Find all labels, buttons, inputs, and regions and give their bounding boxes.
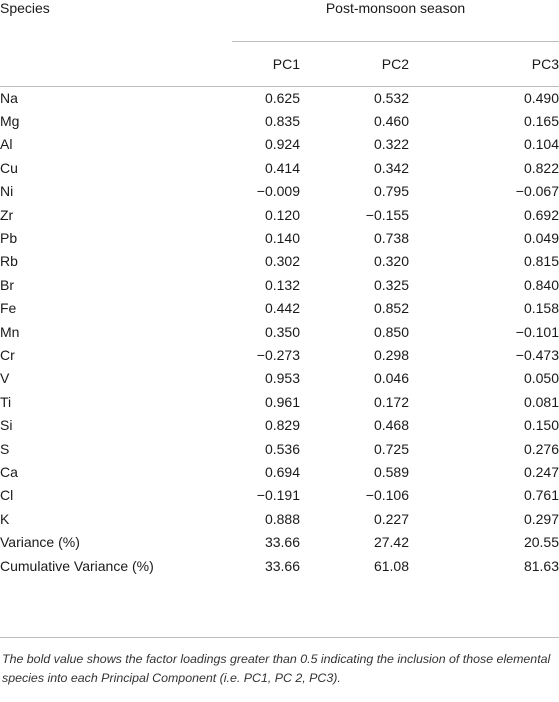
loading-value-pc1: 0.835 — [264, 113, 300, 130]
loading-value-pc2: 61.08 — [373, 557, 409, 574]
table-row — [0, 367, 559, 390]
table-row — [0, 86, 559, 109]
loading-value-pc3: 20.55 — [523, 534, 559, 551]
table-row — [0, 530, 559, 553]
loading-value-pc3: 0.692 — [523, 206, 559, 223]
loading-value-pc2: 0.532 — [373, 89, 409, 106]
loading-value-pc1: 33.66 — [264, 534, 300, 551]
column-header-pc1: PC1 — [272, 56, 300, 72]
table-row — [0, 156, 559, 179]
table-row — [0, 413, 559, 436]
loading-value-pc1: 0.694 — [264, 463, 300, 480]
loading-value-pc2: −0.106 — [365, 487, 409, 504]
table-row — [0, 180, 559, 203]
species-name: Ni — [0, 183, 14, 200]
column-header-pc2: PC2 — [381, 56, 409, 72]
loading-value-pc1: 0.953 — [264, 370, 300, 387]
loading-value-pc2: 0.320 — [373, 253, 409, 270]
loading-value-pc3: 0.297 — [523, 510, 559, 527]
loading-value-pc1: 0.625 — [264, 89, 300, 106]
loading-value-pc2: 0.468 — [373, 417, 409, 434]
loading-value-pc1: 0.302 — [264, 253, 300, 270]
loading-value-pc3: 0.761 — [523, 487, 559, 504]
loading-value-pc2: 0.725 — [373, 440, 409, 457]
loading-value-pc3: −0.067 — [515, 183, 559, 200]
loading-value-pc3: 0.840 — [523, 276, 559, 293]
table-bottom-rule — [0, 637, 559, 638]
table-row — [0, 226, 559, 249]
loading-value-pc3: −0.473 — [515, 346, 559, 363]
loading-value-pc3: 0.150 — [523, 417, 559, 434]
loading-value-pc2: 0.298 — [373, 346, 409, 363]
species-name: Variance (%) — [0, 534, 80, 551]
loading-value-pc2: 0.325 — [373, 276, 409, 293]
loading-value-pc1: 0.132 — [264, 276, 300, 293]
species-name: K — [0, 510, 10, 527]
loading-value-pc1: −0.191 — [256, 487, 300, 504]
table-row — [0, 273, 559, 296]
loading-value-pc2: 0.850 — [373, 323, 409, 340]
species-header-spacer — [0, 42, 232, 86]
loading-value-pc1: 0.350 — [264, 323, 300, 340]
loading-value-pc2: 0.227 — [373, 510, 409, 527]
table-row — [0, 109, 559, 132]
loading-value-pc3: 0.165 — [523, 113, 559, 130]
table-row — [0, 133, 559, 156]
loading-value-pc3: 0.247 — [523, 463, 559, 480]
loading-value-pc2: 27.42 — [373, 534, 409, 551]
table-row — [0, 460, 559, 483]
loading-value-pc1: 0.442 — [264, 300, 300, 317]
table-footnote: The bold value shows the factor loadings greater than 0.5 indicating the inclusion of those elemental species into each Principal Component (i.e. PC1, PC 2, PC3). — [2, 652, 551, 685]
table-row — [0, 507, 559, 530]
loading-value-pc1: −0.009 — [256, 183, 300, 200]
species-name: Rb — [0, 253, 18, 270]
table-row — [0, 320, 559, 343]
species-name: Cl — [0, 487, 14, 504]
loading-value-pc2: 0.322 — [373, 136, 409, 153]
species-name: Br — [0, 276, 14, 293]
loading-value-pc3: 0.104 — [523, 136, 559, 153]
species-name: Si — [0, 417, 13, 434]
loading-value-pc1: 0.961 — [264, 393, 300, 410]
species-header: Species — [0, 0, 50, 16]
species-name: Ca — [0, 463, 18, 480]
loading-value-pc2: 0.460 — [373, 113, 409, 130]
loading-value-pc2: −0.155 — [365, 206, 409, 223]
table-row — [0, 554, 559, 577]
column-header-pc3: PC3 — [531, 56, 559, 72]
header-row-columns — [0, 42, 559, 86]
loading-value-pc2: 0.172 — [373, 393, 409, 410]
species-name: Al — [0, 136, 13, 153]
species-name: Zr — [0, 206, 14, 223]
species-name: Pb — [0, 230, 18, 247]
loading-value-pc1: 0.120 — [264, 206, 300, 223]
loading-value-pc3: −0.101 — [515, 323, 559, 340]
loading-value-pc3: 0.081 — [523, 393, 559, 410]
species-name: Cumulative Variance (%) — [0, 557, 154, 574]
loading-value-pc1: 0.140 — [264, 230, 300, 247]
header-row-group — [0, 0, 559, 42]
loading-value-pc2: 0.589 — [373, 463, 409, 480]
loading-value-pc3: 0.490 — [523, 89, 559, 106]
species-name: Cr — [0, 346, 15, 363]
species-name: Mn — [0, 323, 20, 340]
loading-value-pc2: 0.852 — [373, 300, 409, 317]
loading-value-pc3: 0.050 — [523, 370, 559, 387]
loading-value-pc2: 0.795 — [373, 183, 409, 200]
species-name: Na — [0, 89, 18, 106]
loading-value-pc3: 0.822 — [523, 159, 559, 176]
loading-value-pc1: 0.924 — [264, 136, 300, 153]
species-name: Cu — [0, 159, 18, 176]
loading-value-pc1: 0.536 — [264, 440, 300, 457]
species-name: Fe — [0, 300, 17, 317]
loading-value-pc3: 0.276 — [523, 440, 559, 457]
species-name: Mg — [0, 113, 20, 130]
species-name: V — [0, 370, 10, 387]
table-row — [0, 343, 559, 366]
table-row — [0, 484, 559, 507]
loading-value-pc1: 33.66 — [264, 557, 300, 574]
loading-value-pc1: 0.414 — [264, 159, 300, 176]
loading-value-pc3: 81.63 — [523, 557, 559, 574]
loading-value-pc2: 0.342 — [373, 159, 409, 176]
table-row — [0, 203, 559, 226]
table-row — [0, 437, 559, 460]
species-name: S — [0, 440, 10, 457]
loading-value-pc1: 0.888 — [264, 510, 300, 527]
table-row — [0, 297, 559, 320]
loading-value-pc2: 0.738 — [373, 230, 409, 247]
loading-value-pc1: −0.273 — [256, 346, 300, 363]
loading-value-pc3: 0.815 — [523, 253, 559, 270]
loading-value-pc1: 0.829 — [264, 417, 300, 434]
table-row — [0, 390, 559, 413]
season-group-header: Post-monsoon season — [325, 0, 466, 16]
species-name: Ti — [0, 393, 12, 410]
loading-value-pc3: 0.049 — [523, 230, 559, 247]
loading-value-pc2: 0.046 — [373, 370, 409, 387]
table-row — [0, 250, 559, 273]
loading-value-pc3: 0.158 — [523, 300, 559, 317]
table-body — [0, 86, 559, 577]
